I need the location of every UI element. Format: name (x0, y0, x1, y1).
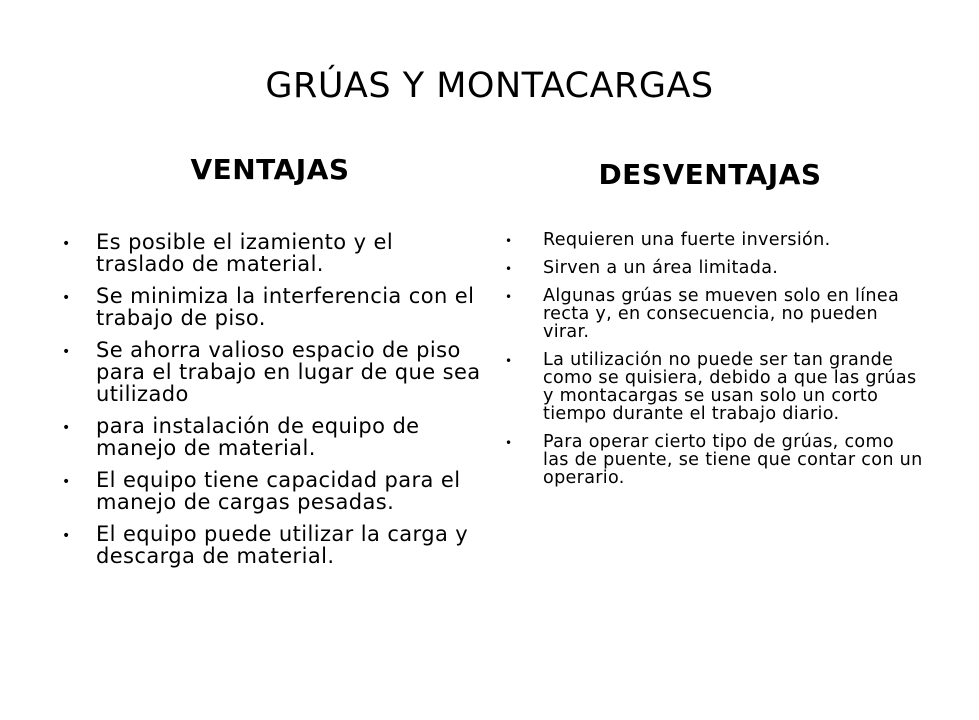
slide-title: GRÚAS Y MONTACARGAS (265, 66, 714, 106)
ventajas-item (62, 339, 482, 405)
desventajas-item-text: Algunas grúas se mueven solo en línea recta y, en consecuencia, no pueden virar. (543, 286, 900, 342)
bullet-icon: • (505, 290, 513, 304)
bullet-icon: • (505, 234, 513, 248)
desventajas-item (505, 287, 925, 341)
ventajas-item-text: Es posible el izamiento y el traslado de material. (96, 230, 394, 276)
ventajas-item (62, 469, 482, 513)
ventajas-item (62, 523, 482, 567)
ventajas-item-text: El equipo tiene capacidad para el manejo de cargas pesadas. (96, 468, 461, 514)
bullet-icon: • (505, 436, 513, 450)
ventajas-item (62, 415, 482, 459)
desventajas-item-text: Sirven a un área limitada. (543, 258, 779, 278)
bullet-icon: • (62, 290, 71, 306)
ventajas-heading: VENTAJAS (190, 153, 350, 186)
ventajas-item-text: El equipo puede utilizar la carga y descarga de material. (96, 522, 469, 568)
bullet-icon: • (62, 528, 71, 544)
bullet-icon: • (62, 420, 71, 436)
ventajas-item (62, 231, 482, 275)
desventajas-item (505, 433, 925, 487)
bullet-icon: • (62, 474, 71, 490)
ventajas-item-text: Se minimiza la interferencia con el trabajo de piso. (96, 284, 475, 330)
bullet-icon: • (62, 236, 71, 252)
ventajas-item-text: para instalación de equipo de manejo de material. (96, 414, 420, 460)
desventajas-list (505, 231, 925, 497)
desventajas-item (505, 259, 925, 277)
desventajas-item (505, 231, 925, 249)
desventajas-item-text: La utilización no puede ser tan grande como se quisiera, debido a que las grúas y montacargas se usan solo un corto tiempo durante el trabajo diario. (543, 350, 917, 424)
ventajas-item-text: Se ahorra valioso espacio de piso para el trabajo en lugar de que sea utilizado (96, 338, 481, 406)
bullet-icon: • (505, 262, 513, 276)
bullet-icon: • (505, 354, 513, 368)
desventajas-item-text: Para operar cierto tipo de grúas, como las de puente, se tiene que contar con un operario. (543, 432, 923, 488)
ventajas-list (62, 231, 482, 577)
desventajas-item-text: Requieren una fuerte inversión. (543, 230, 831, 250)
desventajas-heading: DESVENTAJAS (598, 158, 822, 191)
desventajas-item (505, 351, 925, 423)
bullet-icon: • (62, 344, 71, 360)
ventajas-item (62, 285, 482, 329)
